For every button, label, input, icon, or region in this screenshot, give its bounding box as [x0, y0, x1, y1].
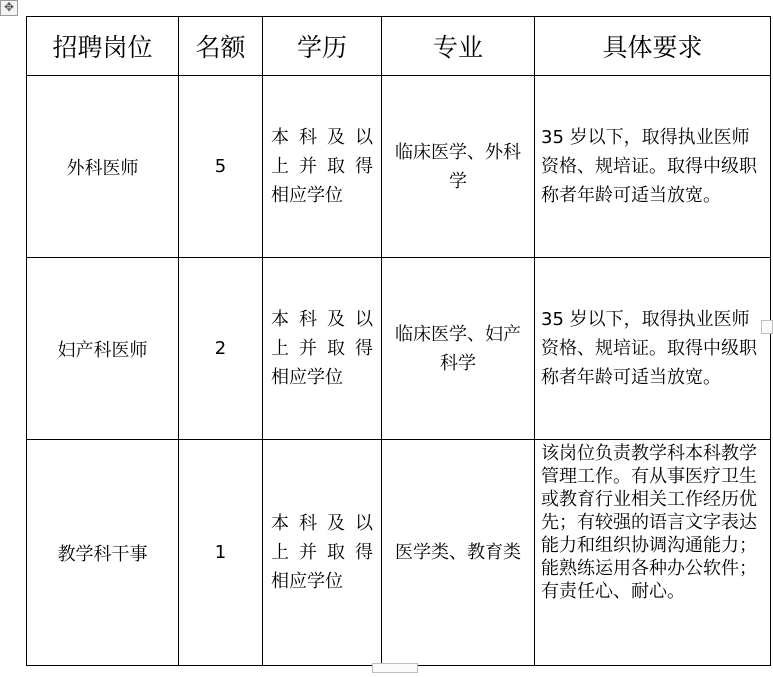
cell-requirement: 35 岁以下，取得执业医师资格、规培证。取得中级职称者年龄可适当放宽。 [535, 76, 771, 258]
cell-requirement: 该岗位负责教学科本科教学管理工作。有从事医疗卫生或教育行业相关工作经历优先；有较强的语言文字表达能力和组织协调沟通能力；能熟练运用各种办公软件；有责任心、耐心。 [535, 440, 771, 666]
education-line: 上并取得 [271, 338, 373, 359]
cell-position: 妇产科医师 [27, 258, 179, 440]
cell-major: 医学类、教育类 [382, 440, 535, 666]
column-resize-handle[interactable] [761, 320, 773, 334]
cell-count: 5 [179, 76, 263, 258]
cell-position: 教学科干事 [27, 440, 179, 666]
table-row [27, 440, 771, 666]
education-line: 相应学位 [271, 185, 343, 206]
cell-count: 1 [179, 440, 263, 666]
recruitment-table [26, 16, 771, 666]
cell-education [263, 440, 382, 666]
cell-education [263, 258, 382, 440]
header-position: 招聘岗位 [27, 17, 179, 76]
education-line: 本科及以 [271, 513, 373, 534]
cell-count: 2 [179, 258, 263, 440]
education-line: 相应学位 [271, 571, 343, 592]
education-line: 本科及以 [271, 127, 373, 148]
header-education: 学历 [263, 17, 382, 76]
cell-major: 临床医学、妇产科学 [382, 258, 535, 440]
table-move-handle-icon[interactable]: ✥ [0, 0, 18, 16]
cell-requirement: 35 岁以下，取得执业医师资格、规培证。取得中级职称者年龄可适当放宽。 [535, 258, 771, 440]
header-count: 名额 [179, 17, 263, 76]
education-line: 上并取得 [271, 542, 373, 563]
table-header-row [27, 17, 771, 76]
cell-position: 外科医师 [27, 76, 179, 258]
education-line: 本科及以 [271, 309, 373, 330]
cell-education [263, 76, 382, 258]
education-line: 相应学位 [271, 367, 343, 388]
header-requirement: 具体要求 [535, 17, 771, 76]
table-resize-handle[interactable] [372, 663, 418, 673]
cell-major: 临床医学、外科学 [382, 76, 535, 258]
table-row [27, 76, 771, 258]
education-line: 上并取得 [271, 156, 373, 177]
table-row [27, 258, 771, 440]
header-major: 专业 [382, 17, 535, 76]
